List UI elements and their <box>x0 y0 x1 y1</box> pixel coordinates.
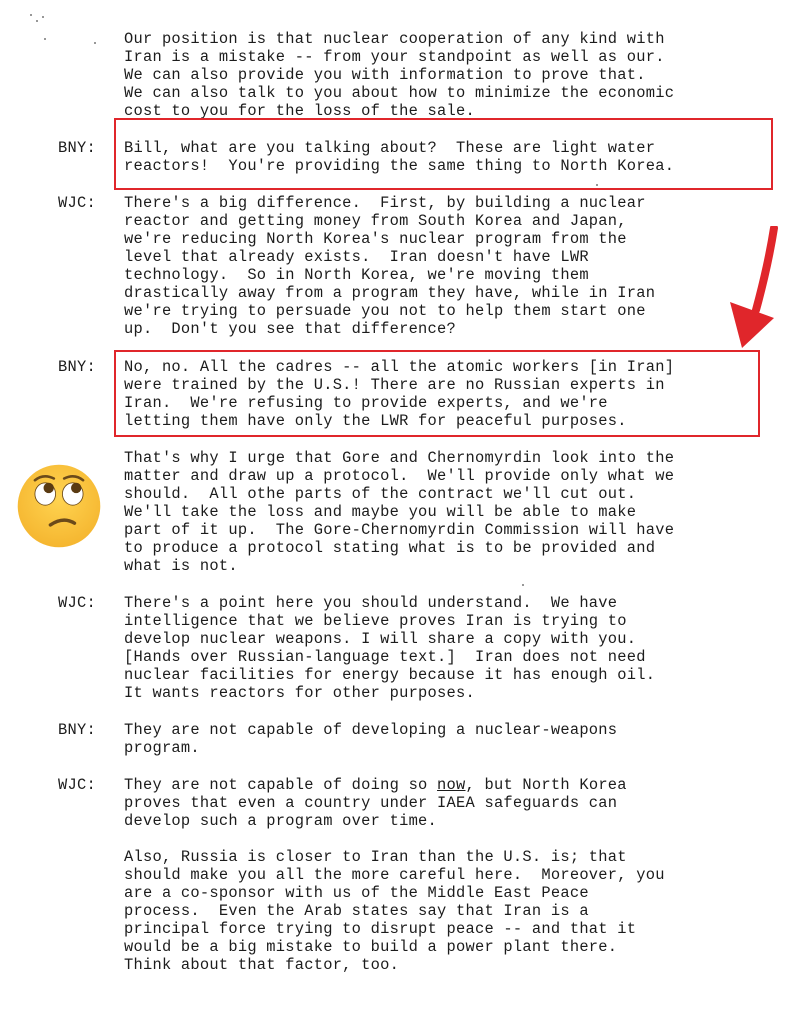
scan-speck <box>36 20 38 22</box>
scan-speck <box>30 14 32 16</box>
highlight-box <box>114 350 760 437</box>
speaker-label: WJC: <box>58 194 96 212</box>
text-segment: , but North Korea <box>465 776 627 794</box>
text-line: There's a point here you should understand. We have <box>124 594 618 612</box>
text-line: drastically away from a program they have, while in Iran <box>124 284 656 302</box>
text-line <box>124 776 627 794</box>
text-line: part of it up. The Gore-Chernomyrdin Commission will have <box>124 521 675 539</box>
text-line: cost to you for the loss of the sale. <box>124 102 475 120</box>
text-line: matter and draw up a protocol. We'll provide only what we <box>124 467 675 485</box>
text-line: develop such a program over time. <box>124 812 438 830</box>
text-line: were trained by the U.S.! There are no Russian experts in <box>124 376 665 394</box>
text-line: They are not capable of developing a nuclear-weapons <box>124 721 618 739</box>
scan-speck <box>44 38 46 40</box>
text-line: level that already exists. Iran doesn't have LWR <box>124 248 589 266</box>
text-line: up. Don't you see that difference? <box>124 320 457 338</box>
scan-speck <box>522 584 524 586</box>
text-line: proves that even a country under IAEA safeguards can <box>124 794 618 812</box>
text-line: intelligence that we believe proves Iran is trying to <box>124 612 627 630</box>
text-line: Iran. We're refusing to provide experts, and we're <box>124 394 608 412</box>
text-line: what is not. <box>124 557 238 575</box>
text-line: It wants reactors for other purposes. <box>124 684 475 702</box>
text-line: Think about that factor, too. <box>124 956 400 974</box>
text-line: we're reducing North Korea's nuclear program from the <box>124 230 627 248</box>
red-arrow-icon <box>722 226 780 350</box>
text-line: Also, Russia is closer to Iran than the U.S. is; that <box>124 848 627 866</box>
text-line: develop nuclear weapons. I will share a copy with you. <box>124 630 637 648</box>
text-line: principal force trying to disrupt peace -- and that it <box>124 920 637 938</box>
text-line: we're trying to persuade you not to help them start one <box>124 302 646 320</box>
text-line: are a co-sponsor with us of the Middle East Peace <box>124 884 589 902</box>
text-line: There's a big difference. First, by building a nuclear <box>124 194 646 212</box>
text-line: should make you all the more careful here. Moreover, you <box>124 866 665 884</box>
speaker-label: BNY: <box>58 721 96 739</box>
text-line: to produce a protocol stating what is to be provided and <box>124 539 656 557</box>
text-line: Iran is a mistake -- from your standpoint as well as our. <box>124 48 665 66</box>
text-line: No, no. All the cadres -- all the atomic workers [in Iran] <box>124 358 675 376</box>
text-line: [Hands over Russian-language text.] Iran does not need <box>124 648 646 666</box>
text-line: program. <box>124 739 200 757</box>
text-line: That's why I urge that Gore and Chernomyrdin look into the <box>124 449 675 467</box>
text-line: We can also talk to you about how to minimize the economic <box>124 84 675 102</box>
text-line: We can also provide you with information to prove that. <box>124 66 646 84</box>
speaker-label: WJC: <box>58 776 96 794</box>
scan-speck <box>94 42 96 44</box>
rolling-eyes-emoji-icon <box>16 463 102 549</box>
text-line: Bill, what are you talking about? These are light water <box>124 139 656 157</box>
highlight-box <box>114 118 773 190</box>
speaker-label: WJC: <box>58 594 96 612</box>
scan-speck <box>42 16 44 18</box>
text-line: letting them have only the LWR for peaceful purposes. <box>124 412 627 430</box>
text-line: reactor and getting money from South Korea and Japan, <box>124 212 627 230</box>
text-line: We'll take the loss and maybe you will be able to make <box>124 503 637 521</box>
speaker-label: BNY: <box>58 139 96 157</box>
text-segment: They are not capable of doing so <box>124 776 438 794</box>
text-line: should. All othe parts of the contract we'll cut out. <box>124 485 637 503</box>
text-line: reactors! You're providing the same thing to North Korea. <box>124 157 675 175</box>
text-line: nuclear facilities for energy because it has enough oil. <box>124 666 656 684</box>
text-line: would be a big mistake to build a power plant there. <box>124 938 618 956</box>
text-line: process. Even the Arab states say that Iran is a <box>124 902 589 920</box>
text-line: Our position is that nuclear cooperation of any kind with <box>124 30 665 48</box>
text-line: technology. So in North Korea, we're moving them <box>124 266 589 284</box>
speaker-label: BNY: <box>58 358 96 376</box>
underlined-word: now <box>437 776 466 794</box>
